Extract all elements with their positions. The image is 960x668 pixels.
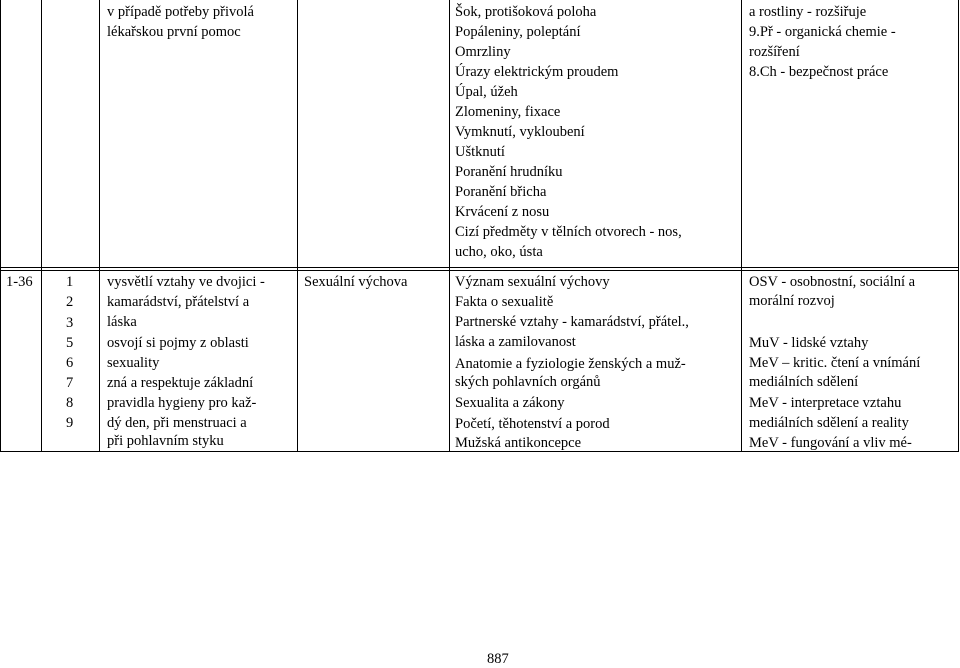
block1-topic-item: Poranění hrudníku	[455, 164, 563, 180]
block1-topic-item: Cizí předměty v tělních otvorech - nos,	[455, 224, 682, 240]
block2-link-line: MeV – kritic. čtení a vnímání	[749, 355, 921, 371]
table-border-right	[958, 0, 959, 452]
block1-link-line: rozšíření	[749, 44, 800, 60]
grade-number: 3	[66, 315, 74, 331]
grade-number: 6	[66, 355, 74, 371]
grade-number: 9	[66, 415, 74, 431]
block2-topic-item: Partnerské vztahy - kamarádství, přátel.,	[455, 314, 689, 330]
block2-topic-item: Fakta o sexualitě	[455, 294, 554, 310]
block2-link-line: OSV - osobnostní, sociální a	[749, 274, 916, 290]
row-divider-lower	[0, 270, 959, 271]
block2-topic-item: Početí, těhotenství a porod	[455, 416, 610, 432]
hours-range: 1-36	[6, 274, 33, 290]
block2-goal-line: vysvětlí vztahy ve dvojici -	[107, 274, 265, 290]
block2-topic-item: ských pohlavních orgánů	[455, 374, 601, 390]
block1-goal-line: lékařskou první pomoc	[107, 24, 241, 40]
block2-goal-line: osvojí si pojmy z oblasti	[107, 335, 249, 351]
block2-goal-line: sexuality	[107, 355, 160, 371]
block2-link-line: MeV - fungování a vliv mé-	[749, 435, 912, 451]
block1-goal-line: v případě potřeby přivolá	[107, 4, 254, 20]
block2-topic-item: láska a zamilovanost	[455, 334, 576, 350]
block2-link-line: morální rozvoj	[749, 293, 835, 309]
page-number: 887	[487, 651, 509, 667]
block2-link-line: MeV - interpretace vztahu	[749, 395, 902, 411]
subject-name: Sexuální výchova	[304, 274, 408, 290]
col-divider-4	[449, 0, 450, 452]
block1-link-line: 8.Ch - bezpečnost práce	[749, 64, 889, 80]
grade-number: 7	[66, 375, 74, 391]
block2-goal-line: při pohlavním styku	[107, 433, 224, 449]
block2-goal-line: pravidla hygieny pro kaž-	[107, 395, 257, 411]
block1-topic-item: Vymknutí, vykloubení	[455, 124, 585, 140]
block1-topic-item: Popáleniny, poleptání	[455, 24, 581, 40]
block1-topic-item: Krvácení z nosu	[455, 204, 550, 220]
block1-topic-item: ucho, oko, ústa	[455, 244, 543, 260]
grade-number: 8	[66, 395, 74, 411]
block2-goal-line: dý den, při menstruaci a	[107, 415, 247, 431]
block1-links-cell	[749, 2, 896, 82]
col-divider-1	[41, 0, 42, 452]
grade-number: 5	[66, 335, 74, 351]
block1-topic-item: Úrazy elektrickým proudem	[455, 64, 619, 80]
col-divider-3	[297, 0, 298, 452]
block2-topic-item: Význam sexuální výchovy	[455, 274, 610, 290]
block2-link-line: mediálních sdělení a reality	[749, 415, 909, 431]
table-border-left	[0, 0, 1, 452]
col-divider-5	[741, 0, 742, 452]
block1-topics-cell	[455, 2, 682, 262]
block2-topic-item: Mužská antikoncepce	[455, 435, 582, 451]
block1-topic-item: Zlomeniny, fixace	[455, 104, 561, 120]
block2-goal-line: kamarádství, přátelství a	[107, 294, 250, 310]
block2-goal-line: láska	[107, 314, 137, 330]
block1-link-line: 9.Př - organická chemie -	[749, 24, 896, 40]
block1-topic-item: Uštknutí	[455, 144, 505, 160]
block1-topic-item: Úpal, úžeh	[455, 84, 518, 100]
block2-goal-line: zná a respektuje základní	[107, 375, 254, 391]
row-divider-upper	[0, 267, 959, 268]
block1-topic-item: Šok, protišoková poloha	[455, 4, 597, 20]
block1-link-line: a rostliny - rozšiřuje	[749, 4, 867, 20]
block2-link-line: mediálních sdělení	[749, 374, 859, 390]
grade-number: 1	[66, 274, 74, 290]
block2-topic-item: Sexualita a zákony	[455, 395, 565, 411]
block1-topic-item: Poranění břicha	[455, 184, 547, 200]
block1-goal-cell	[107, 2, 254, 42]
block2-topic-item: Anatomie a fyziologie ženských a muž-	[455, 356, 686, 372]
block2-link-line: MuV - lidské vztahy	[749, 335, 869, 351]
grade-number: 2	[66, 294, 74, 310]
col-divider-2	[99, 0, 100, 452]
block1-topic-item: Omrzliny	[455, 44, 511, 60]
